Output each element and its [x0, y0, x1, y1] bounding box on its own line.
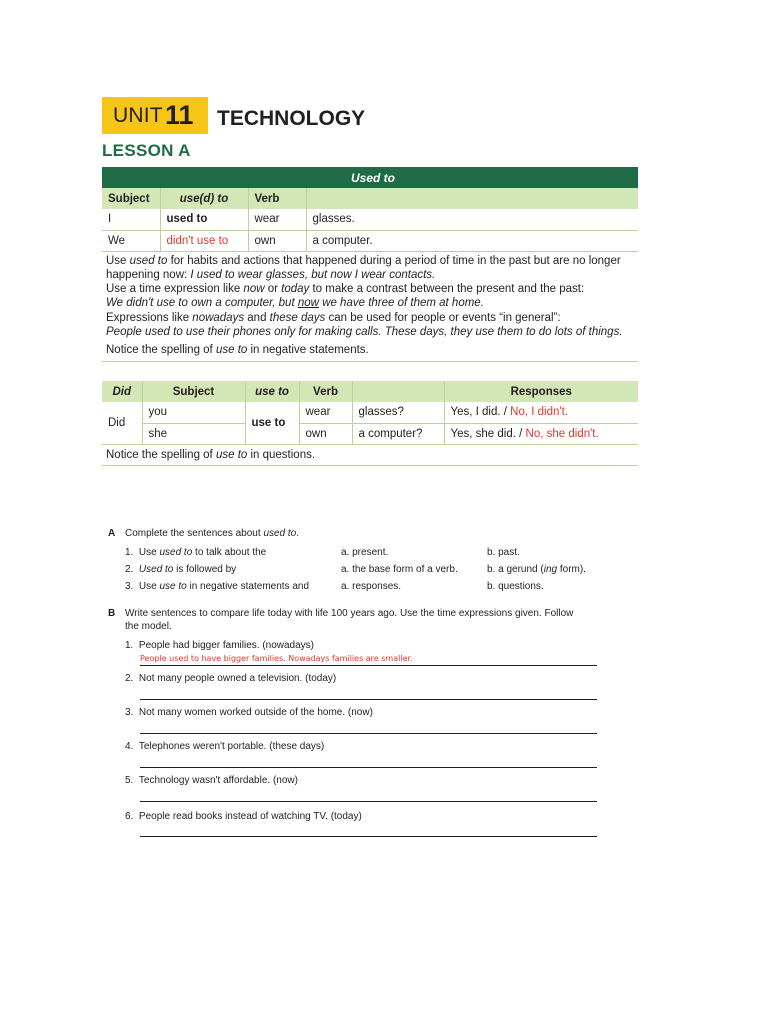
col-used-to: use(d) to — [160, 188, 248, 209]
cell-response: Yes, I did. / No, I didn't. — [444, 402, 638, 423]
unit-label: UNIT — [113, 104, 163, 127]
exercise-b-instructions-2: the model. — [125, 621, 172, 632]
exercise-a-instructions: Complete the sentences about used to. — [125, 528, 300, 539]
option-b: b. past. — [487, 547, 520, 558]
option-b: b. a gerund (ing form). — [487, 564, 586, 575]
used-to-table — [102, 167, 638, 252]
cell-verb: own — [299, 423, 352, 444]
exercise-a-item-1: 1. Use used to to talk about the — [125, 547, 267, 558]
table-header-row — [102, 188, 638, 209]
exercise-a-letter: A — [108, 528, 116, 539]
cell-did: Did — [102, 402, 142, 444]
cell-verb: own — [248, 230, 306, 251]
exercise-b-item-1: 1. People had bigger families. (nowadays) — [125, 640, 315, 651]
unit-title: TECHNOLOGY — [217, 107, 366, 130]
cell-used-to: didn't use to — [160, 230, 248, 251]
questions-note: Notice the spelling of use to in questions. — [102, 446, 638, 466]
option-b: b. questions. — [487, 581, 544, 592]
col-responses: Responses — [444, 381, 638, 402]
cell-subject: I — [102, 209, 160, 230]
cell-subject: she — [142, 423, 245, 444]
exercise-a-item-3: 3. Use use to in negative statements and — [125, 581, 310, 592]
exercise-b-item-5: 5. Technology wasn't affordable. (now) — [125, 775, 298, 786]
option-a: a. responses. — [341, 581, 402, 592]
cell-used-to: used to — [160, 209, 248, 230]
option-a: a. the base form of a verb. — [341, 564, 458, 575]
col-use-to: use to — [245, 381, 299, 402]
col-did: Did — [102, 381, 142, 402]
col-verb: Verb — [299, 381, 352, 402]
answer-line[interactable] — [140, 733, 597, 734]
cell-object: a computer. — [306, 230, 638, 251]
cell-subject: you — [142, 402, 245, 423]
exercise-a-item-2: 2. Used to is followed by — [125, 564, 237, 575]
cell-response: Yes, she did. / No, she didn't. — [444, 423, 638, 444]
cell-verb: wear — [299, 402, 352, 423]
used-to-table-title: Used to — [102, 167, 638, 188]
answer-line — [140, 665, 597, 666]
cell-subject: We — [102, 230, 160, 251]
unit-number: 11 — [165, 100, 194, 130]
grammar-notes: Use used to for habits and actions that happened during a period of time in the past but are no longer happening now: I used to wear glasses, but now I wear contacts. Use a time expression like now or today to make a contrast between the present and the past: We didn't use to own a computer, but now we have three of them at home. Expressions like nowadays and these days can be used for people or events “in general”: People used to use their phones only for making calls. These days, they use them to do lots of things. Notice the spelling of use to in negative statements. — [102, 254, 638, 362]
col-blank — [352, 381, 444, 402]
answer-line[interactable] — [140, 699, 597, 700]
table-header-row — [102, 381, 638, 402]
exercise-b-instructions: Write sentences to compare life today with life 100 years ago. Use the time expressions given. Follow — [125, 608, 574, 619]
table-row — [102, 423, 638, 444]
table-row — [102, 230, 638, 251]
option-a: a. present. — [341, 547, 389, 558]
answer-line[interactable] — [140, 836, 597, 837]
cell-object: glasses. — [306, 209, 638, 230]
table-row — [102, 209, 638, 230]
cell-verb: wear — [248, 209, 306, 230]
table-row — [102, 402, 638, 423]
answer-line[interactable] — [140, 767, 597, 768]
exercise-b-item-6: 6. People read books instead of watching TV. (today) — [125, 811, 362, 822]
col-subject: Subject — [102, 188, 160, 209]
answer-line[interactable] — [140, 801, 597, 802]
exercise-b-item-4: 4. Telephones weren't portable. (these days) — [125, 741, 325, 752]
cell-object: a computer? — [352, 423, 444, 444]
col-verb: Verb — [248, 188, 306, 209]
questions-table — [102, 381, 638, 445]
cell-object: glasses? — [352, 402, 444, 423]
cell-use-to: use to — [245, 402, 299, 444]
exercise-b-item-3: 3. Not many women worked outside of the home. (now) — [125, 707, 373, 718]
col-blank — [306, 188, 638, 209]
model-answer: People used to have bigger families. Nowadays families are smaller. — [140, 654, 413, 663]
exercise-b-letter: B — [108, 608, 116, 619]
lesson-title: LESSON A — [102, 141, 191, 160]
exercise-b-item-2: 2. Not many people owned a television. (today) — [125, 673, 337, 684]
col-subject: Subject — [142, 381, 245, 402]
